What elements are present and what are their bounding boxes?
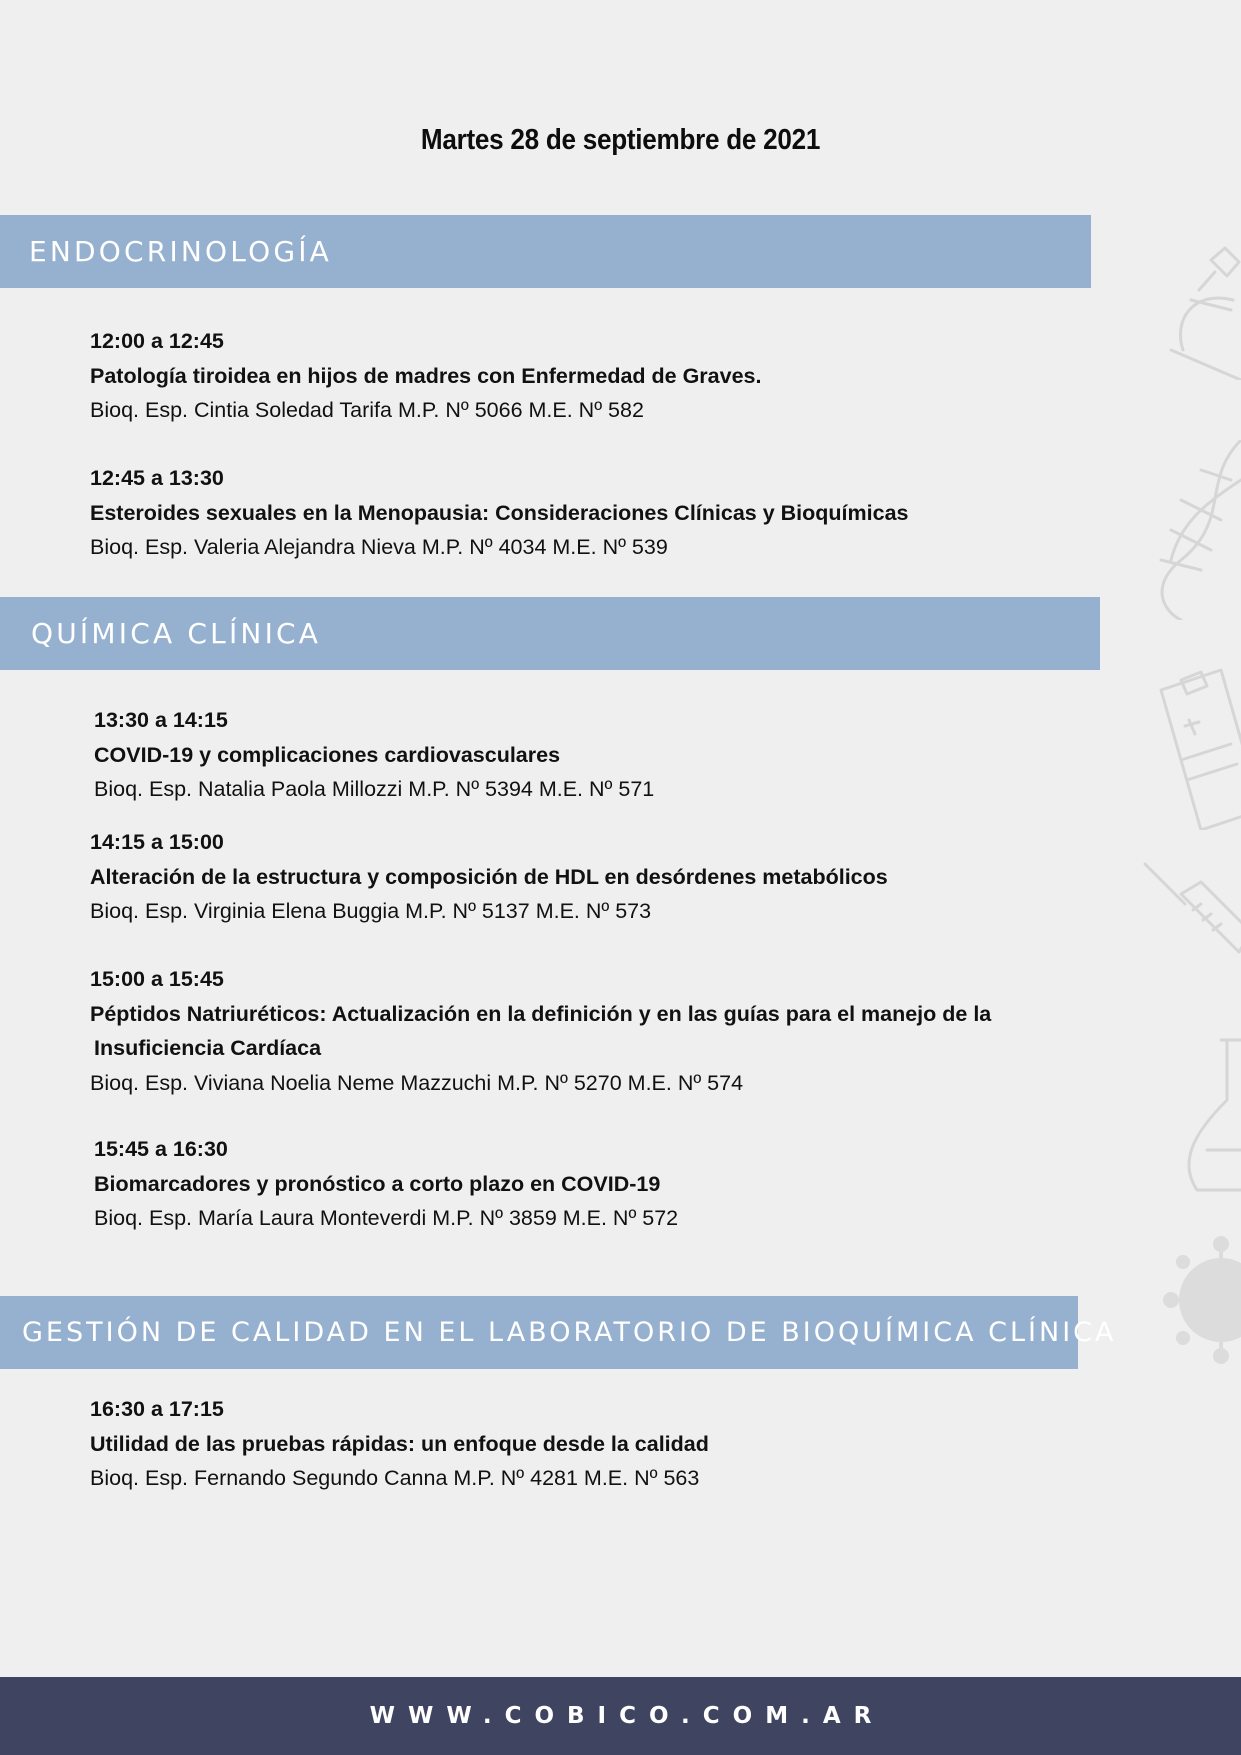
talk-item [94, 1132, 1014, 1236]
syringe-icon [1141, 850, 1241, 970]
talk-topic: Péptidos Natriuréticos: Actualización en la definición y en las guías para el manejo de la [90, 1001, 992, 1026]
flask-icon [1141, 1030, 1241, 1200]
page-title: Martes 28 de septiembre de 2021 [420, 124, 821, 156]
talk-item [90, 962, 1010, 1100]
talk-item [90, 324, 1010, 428]
footer-url: WWW.COBICO.COM.AR [369, 1703, 885, 1729]
talk-speaker: Bioq. Esp. María Laura Monteverdi M.P. Nº 3859 M.E. Nº 572 [94, 1206, 679, 1230]
talk-time: 13:30 a 14:15 [94, 708, 228, 732]
section-title: ENDOCRINOLOGÍA [29, 235, 333, 268]
talk-speaker: Bioq. Esp. Viviana Noelia Neme Mazzuchi M.P. Nº 5270 M.E. Nº 574 [90, 1070, 744, 1095]
talk-time: 14:15 a 15:00 [90, 830, 224, 854]
talk-speaker: Bioq. Esp. Fernando Segundo Canna M.P. Nº 4281 M.E. Nº 563 [90, 1466, 700, 1490]
talk-topic: Patología tiroidea en hijos de madres con Enfermedad de Graves. [90, 363, 762, 388]
talk-speaker: Bioq. Esp. Virginia Elena Buggia M.P. Nº 5137 M.E. Nº 573 [90, 899, 652, 923]
microscope-icon [1141, 240, 1241, 380]
decorative-icons [1141, 240, 1241, 1400]
talk-item [94, 703, 1014, 807]
talk-topic: Alteración de la estructura y composición de HDL en desórdenes metabólicos [90, 864, 888, 889]
talk-topic: Utilidad de las pruebas rápidas: un enfoque desde la calidad [90, 1431, 709, 1456]
talk-topic: Biomarcadores y pronóstico a corto plazo en COVID-19 [94, 1171, 661, 1196]
clipboard-icon [1141, 660, 1241, 830]
section-header-quimica-clinica [0, 597, 1100, 670]
section-header-endocrinologia [0, 215, 1091, 288]
section-header-gestion-calidad [0, 1296, 1117, 1369]
virus-icon [1141, 1220, 1241, 1380]
talk-speaker: Bioq. Esp. Cintia Soledad Tarifa M.P. Nº 5066 M.E. Nº 582 [90, 398, 644, 422]
talk-topic: COVID-19 y complicaciones cardiovasculares [94, 742, 561, 767]
dna-icon [1141, 440, 1241, 620]
talk-time: 15:00 a 15:45 [90, 967, 224, 991]
section-title: GESTIÓN DE CALIDAD EN EL LABORATORIO DE BIOQUÍMICA CLÍNICA [22, 1317, 1117, 1348]
talk-time: 12:45 a 13:30 [90, 466, 224, 490]
talk-item [90, 825, 1010, 929]
talk-time: 16:30 a 17:15 [90, 1397, 224, 1421]
talk-topic: Esteroides sexuales en la Menopausia: Consideraciones Clínicas y Bioquímicas [90, 500, 909, 525]
talk-item [90, 1392, 1010, 1496]
talk-time: 15:45 a 16:30 [94, 1137, 228, 1161]
talk-speaker: Bioq. Esp. Natalia Paola Millozzi M.P. Nº 5394 M.E. Nº 571 [94, 777, 655, 801]
talk-item [90, 461, 1010, 565]
talk-time: 12:00 a 12:45 [90, 329, 224, 353]
section-title: QUÍMICA CLÍNICA [31, 617, 322, 650]
talk-speaker: Bioq. Esp. Valeria Alejandra Nieva M.P. Nº 4034 M.E. Nº 539 [90, 535, 668, 559]
footer-bar [0, 1677, 1241, 1755]
talk-topic-continued: Insuficiencia Cardíaca [94, 1036, 322, 1060]
